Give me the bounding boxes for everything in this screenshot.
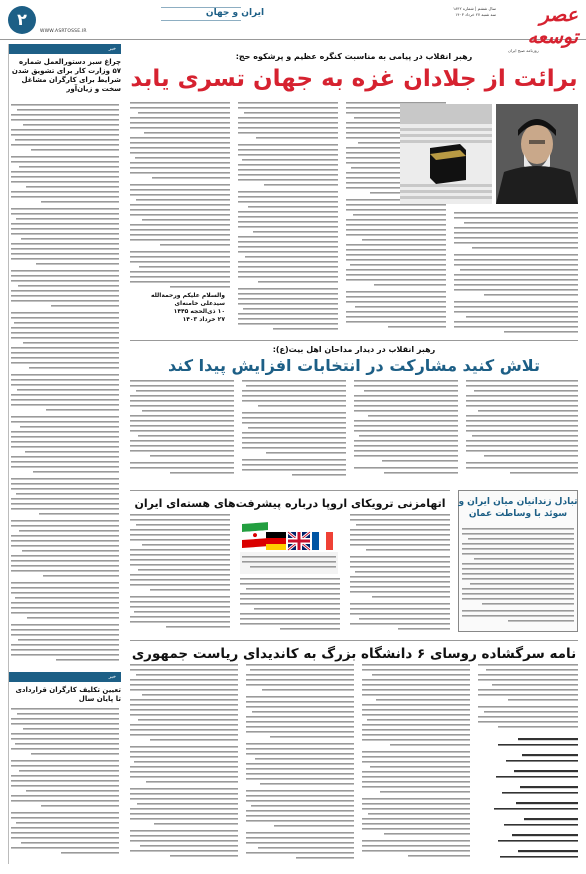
sidebar-body-text-block bbox=[11, 708, 119, 858]
brand-block bbox=[508, 4, 578, 53]
sidebar-tag: خبر bbox=[9, 44, 121, 54]
issue-date: سه شنبه ۲۷ خرداد ۱۴۰۳ bbox=[455, 12, 496, 17]
elections-headline[interactable]: تلاش کنید مشارکت در انتخابات افزایش پیدا کند bbox=[168, 356, 540, 375]
troika-headline[interactable]: اتهامزنی ترویکای اروپا درباره پیشرفت‌های هسته‌ای ایران bbox=[130, 490, 450, 510]
section-title: ایران و جهان bbox=[205, 8, 265, 18]
sidebar-tag: خبر bbox=[9, 672, 121, 682]
letter-headline[interactable]: نامه سرگشاده روسای ۶ دانشگاه بزرگ به کاندیدای ریاست جمهوری bbox=[130, 640, 578, 662]
issue-info bbox=[376, 6, 496, 18]
flags-image bbox=[240, 520, 338, 574]
brand-slogan: روزنامه صبح ایران bbox=[508, 48, 539, 53]
issue-number: سال ششم | شماره ۱۸۴۲ bbox=[453, 6, 496, 11]
website-link[interactable]: WWW.ASRTOSSE.IR bbox=[40, 29, 87, 34]
signers-list-block bbox=[478, 664, 578, 864]
signature-line: والسلام علیکم ورحمةالله bbox=[150, 292, 225, 299]
letter-body-text-block bbox=[130, 664, 470, 864]
kaaba-image bbox=[400, 104, 492, 204]
leader-photo bbox=[496, 104, 578, 204]
sidebar-body-text-block bbox=[11, 104, 119, 664]
signature-block bbox=[130, 292, 225, 324]
signature-date-hijri: ۱۰ ذی‌الحجه ۱۴۴۵ bbox=[173, 308, 225, 315]
elections-kicker: رهبر انقلاب در دیدار مداحان اهل بیت(ع): bbox=[130, 340, 578, 354]
prisoner-swap-headline[interactable]: تبادل زندانیان میان ایران و سوئد با وساطت عمان bbox=[458, 497, 578, 519]
sidebar-headline[interactable]: تعیین تکلیف کارگران قراردادی تا پایان سال bbox=[15, 686, 121, 703]
kaaba-photo bbox=[400, 104, 492, 204]
prisoner-swap-body-text-block bbox=[462, 528, 574, 628]
sidebar-headline[interactable]: چراغ سبز دستورالعمل شماره ۵۷ وزارت کار برای تشویق شدن شرایط برای کارگران مشاغل سخت و زیان‌آور bbox=[11, 58, 121, 93]
elections-body-text-block bbox=[130, 380, 578, 480]
lead-kicker: رهبر انقلاب در پیامی به مناسبت کنگره عظیم و پرشکوه حج: bbox=[235, 52, 473, 61]
brand-logo: عصر توسعه bbox=[527, 4, 578, 48]
portrait-image bbox=[496, 104, 578, 204]
signature-name: سیدعلی خامنه‌ای bbox=[174, 300, 225, 307]
sidebar-column bbox=[8, 44, 120, 864]
page-number-badge: ۲ bbox=[8, 6, 36, 34]
lead-headline[interactable]: برائت از جلادان غزه به جهان تسری یابد bbox=[130, 66, 578, 92]
signature-date-solar: ۲۷ خرداد ۱۴۰۳ bbox=[182, 316, 225, 323]
